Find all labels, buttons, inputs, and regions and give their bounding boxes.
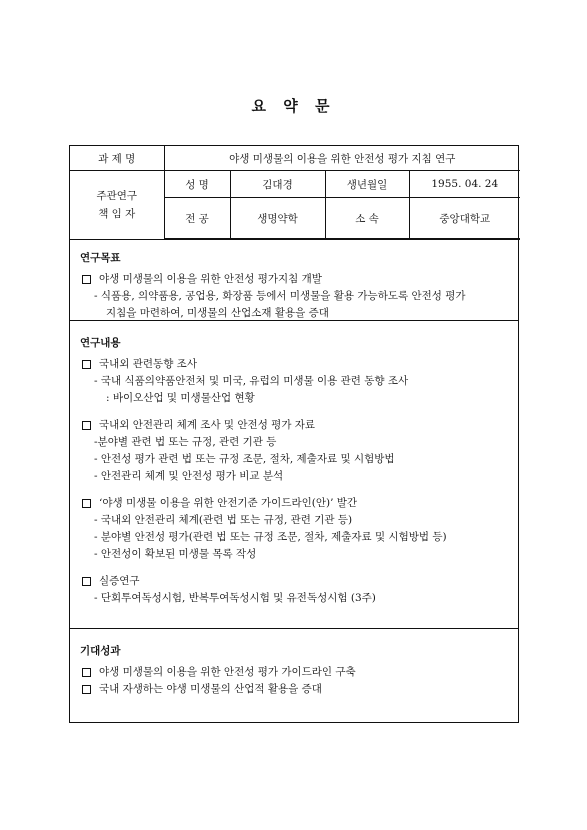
checkbox-square-icon bbox=[82, 685, 91, 694]
name-label: 성 명 bbox=[164, 171, 230, 198]
project-row bbox=[70, 146, 520, 171]
major-value: 생명약학 bbox=[230, 198, 325, 240]
content-sub-line: - 안전성 평가 관련 법 또는 규정 조문, 절차, 제출자료 및 시험방법 bbox=[94, 453, 395, 465]
content-sub-line: : 바이오산업 및 미생물산업 현황 bbox=[106, 392, 255, 404]
pi-label-line2: 책 임 자 bbox=[98, 207, 136, 220]
page-title: 요 약 문 bbox=[251, 97, 336, 115]
affil-label: 소 속 bbox=[325, 198, 409, 240]
project-value: 야생 미생물의 이용을 위한 안전성 평가 지침 연구 bbox=[164, 146, 520, 171]
checkbox-square-icon bbox=[82, 360, 91, 369]
content-sub-line: - 안전성이 확보된 미생물 목록 작성 bbox=[94, 548, 257, 560]
content-item bbox=[80, 495, 506, 512]
pi-label bbox=[70, 171, 164, 240]
effect-item bbox=[80, 681, 506, 698]
checkbox-square-icon bbox=[82, 421, 91, 430]
effect-section bbox=[70, 628, 518, 722]
effect-item bbox=[80, 664, 506, 681]
birth-label: 생년월일 bbox=[325, 171, 409, 198]
pi-label-line1: 주관연구 bbox=[96, 189, 138, 202]
effect-item-text: 야생 미생물의 이용을 위한 안전성 평가 가이드라인 구축 bbox=[99, 666, 356, 678]
content-title: 연구내용 bbox=[80, 337, 121, 349]
effect-item-text: 국내 자생하는 야생 미생물의 산업적 활용을 증대 bbox=[99, 683, 322, 695]
summary-sheet bbox=[69, 145, 519, 723]
content-sub-line: - 국내 식품의약품안전처 및 미국, 유럽의 미생물 이용 관련 동향 조사 bbox=[94, 375, 409, 387]
project-info-table bbox=[70, 146, 520, 240]
pi-name-row bbox=[70, 171, 520, 198]
content-item-text: 실증연구 bbox=[99, 575, 140, 587]
content-sub-line: - 분야별 안전성 평가(관련 법 또는 규정 조문, 절차, 제출자료 및 시험방법 등) bbox=[94, 531, 447, 543]
content-item-text: ‘야생 미생물 이용을 위한 안전기준 가이드라인(안)’ 발간 bbox=[99, 497, 358, 509]
content-item bbox=[80, 356, 506, 373]
content-sub-line: - 단회투여독성시험, 반복투여독성시험 및 유전독성시험 (3주) bbox=[94, 592, 376, 604]
content-item bbox=[80, 417, 506, 434]
content-sub-line: -분야별 관련 법 또는 규정, 관련 기관 등 bbox=[94, 436, 277, 448]
effect-title: 기대성과 bbox=[80, 645, 121, 657]
content-sub-line: - 국내외 안전관리 체계(관련 법 또는 규정, 관련 기관 등) bbox=[94, 514, 353, 526]
goal-section bbox=[70, 240, 518, 320]
name-value: 김대경 bbox=[230, 171, 325, 198]
checkbox-square-icon bbox=[82, 668, 91, 677]
content-item-text: 국내외 안전관리 체계 조사 및 안전성 평가 자료 bbox=[99, 419, 316, 431]
affil-value: 중앙대학교 bbox=[409, 198, 520, 240]
goal-sub-line: - 식품용, 의약품용, 공업용, 화장품 등에서 미생물을 활용 가능하도록 안전성 평가 bbox=[94, 290, 466, 302]
content-item bbox=[80, 573, 506, 590]
checkbox-square-icon bbox=[82, 499, 91, 508]
major-label: 전 공 bbox=[164, 198, 230, 240]
content-sub-line: - 안전관리 체계 및 안전성 평가 비교 분석 bbox=[94, 470, 284, 482]
goal-item-text: 야생 미생물의 이용을 위한 안전성 평가지침 개발 bbox=[99, 273, 322, 285]
goal-item bbox=[80, 271, 506, 288]
checkbox-square-icon bbox=[82, 577, 91, 586]
goal-title: 연구목표 bbox=[80, 252, 121, 264]
project-label: 과 제 명 bbox=[70, 146, 164, 171]
content-item-text: 국내외 관련동향 조사 bbox=[99, 358, 197, 370]
checkbox-square-icon bbox=[82, 275, 91, 284]
content-section bbox=[70, 320, 518, 628]
birth-value: 1955. 04. 24 bbox=[409, 171, 520, 198]
goal-sub-line: 지침을 마련하여, 미생물의 산업소재 활용을 증대 bbox=[106, 307, 329, 319]
